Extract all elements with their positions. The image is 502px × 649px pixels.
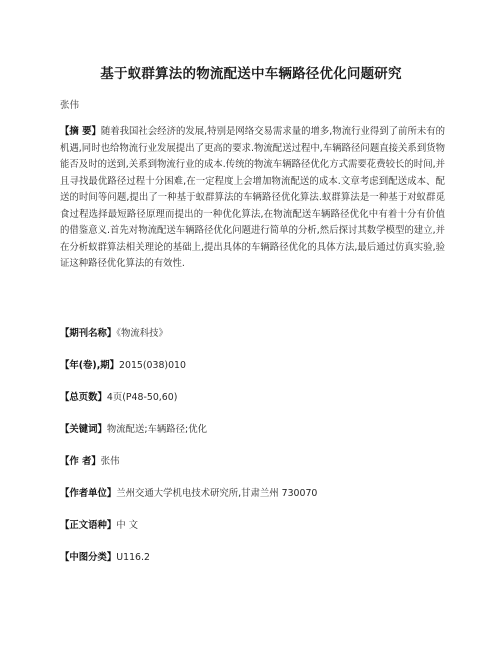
meta-label: 【期刊名称】	[60, 328, 117, 339]
meta-value: 张伟	[100, 456, 120, 467]
meta-label: 【正文语种】	[60, 520, 117, 531]
abstract-label: 【摘 要】	[60, 126, 101, 137]
meta-label: 【中图分类】	[60, 552, 117, 563]
meta-label: 【作者单位】	[60, 488, 117, 499]
meta-value: 兰州交通大学机电技术研究所,甘肃兰州 730070	[116, 488, 318, 499]
meta-value: 4页(P48-50,60)	[106, 392, 178, 403]
meta-value: 中 文	[116, 520, 138, 531]
abstract-block	[60, 124, 445, 273]
meta-authors	[60, 453, 120, 467]
paper-title: 基于蚁群算法的物流配送中车辆路径优化问题研究	[100, 66, 402, 82]
meta-value: 《物流科技》	[116, 328, 168, 339]
meta-journal-name	[60, 325, 168, 339]
meta-label: 【作 者】	[60, 456, 101, 467]
meta-value: 2015(038)010	[119, 360, 186, 371]
meta-label: 【年(卷),期】	[60, 360, 120, 371]
meta-label: 【关键词】	[60, 424, 107, 435]
meta-value: U116.2	[116, 552, 150, 563]
meta-language	[60, 517, 138, 531]
meta-classification	[60, 549, 150, 563]
meta-year-volume-issue	[60, 357, 186, 371]
meta-value: 物流配送;车辆路径;优化	[106, 424, 207, 435]
meta-keywords	[60, 421, 207, 435]
meta-total-pages	[60, 389, 177, 403]
paper-author: 张伟	[60, 100, 80, 111]
meta-author-affiliation	[60, 485, 317, 499]
abstract-text: 随着我国社会经济的发展,特别是网络交易需求量的增多,物流行业得到了前所未有的机遇,同时也给物流行业发展提出了更高的要求.物流配送过程中,车辆路径问题直接关系到货物能否及时的送到,关系到物流行业的成本.传统的物流车辆路径优化方式需要花费较长的时间,并且寻找最优路径过程十分困难,在一定程度上会增加物流配送的成本.文章考虑到配送成本、配送的时间等问题,提出了一种基于蚁群算法的车辆路径优化算法.蚁群算法是一种基于对蚁群觅食过程选择最短路径原理而提出的一种优化算法,在物流配送车辆路径优化中有着十分有价值的借鉴意义.首先对物流配送车辆路径优化问题进行简单的分析,然后探讨其数学模型的建立,并在分析蚁群算法相关理论的基础上,提出具体的车辆路径优化的具体方法,最后通过仿真实验,验证这种路径优化算法的有效性.	[60, 126, 445, 270]
meta-label: 【总页数】	[60, 392, 107, 403]
